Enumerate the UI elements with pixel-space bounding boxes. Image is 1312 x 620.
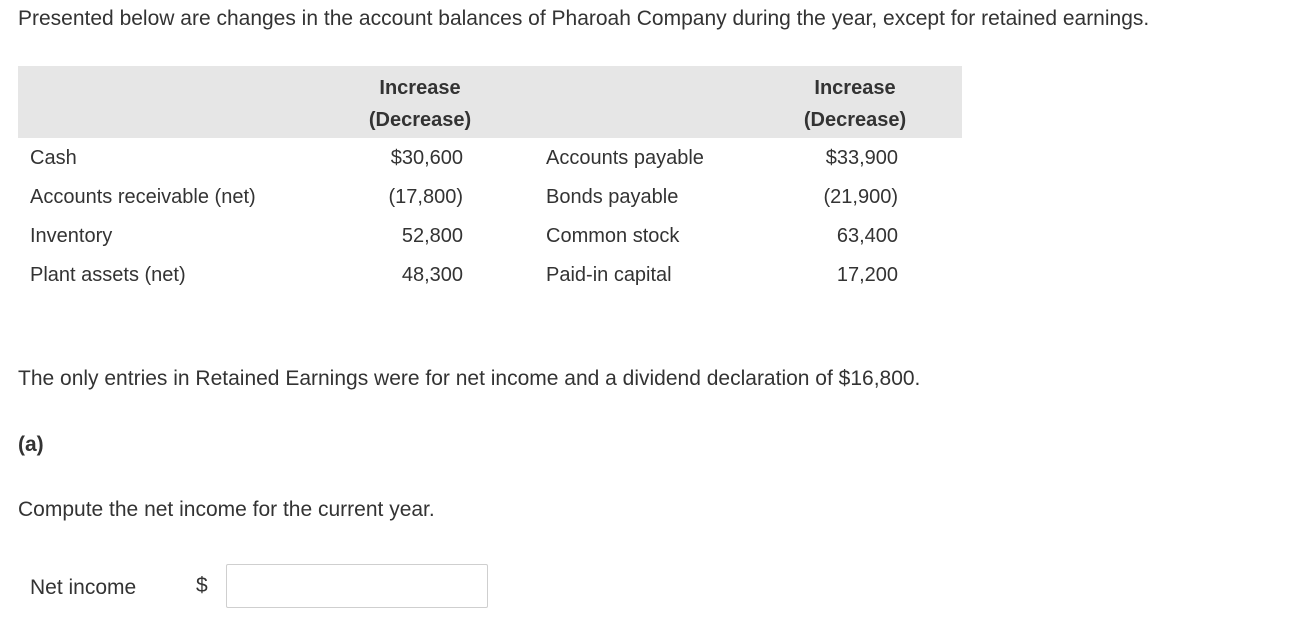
- row-label-paid-in-capital: Paid-in capital: [546, 264, 672, 286]
- header-right: [775, 72, 935, 136]
- table-row: [18, 138, 962, 177]
- table-row: [18, 216, 962, 255]
- table-header: [18, 66, 962, 138]
- table-row: [18, 177, 962, 216]
- row-label-accounts-receivable: Accounts receivable (net): [30, 186, 256, 208]
- row-value-bonds-payable: (21,900): [823, 186, 898, 208]
- currency-symbol: $: [196, 574, 208, 597]
- net-income-input[interactable]: [226, 564, 488, 608]
- row-label-accounts-payable: Accounts payable: [546, 147, 704, 169]
- row-value-paid-in-capital: 17,200: [836, 264, 898, 286]
- retained-earnings-note: The only entries in Retained Earnings were for net income and a dividend declaration of $16,800.: [18, 367, 921, 390]
- row-value-cash: $30,600: [390, 147, 463, 169]
- question-text: Compute the net income for the current year.: [18, 498, 435, 521]
- net-income-answer-row: [30, 564, 510, 612]
- row-label-plant-assets: Plant assets (net): [30, 264, 186, 286]
- header-right-line-2: (Decrease): [803, 109, 907, 131]
- row-label-cash: Cash: [30, 147, 77, 169]
- row-label-bonds-payable: Bonds payable: [546, 186, 679, 208]
- row-value-plant-assets: 48,300: [401, 264, 463, 286]
- problem-intro: Presented below are changes in the account balances of Pharoah Company during the year, except for retained earnings.: [18, 7, 1150, 30]
- part-label: (a): [18, 433, 44, 456]
- row-label-common-stock: Common stock: [546, 225, 680, 247]
- header-left-line-1: Increase: [379, 77, 461, 99]
- row-value-common-stock: 63,400: [836, 225, 898, 247]
- header-right-line-1: Increase: [814, 77, 896, 99]
- row-value-accounts-payable: $33,900: [825, 147, 898, 169]
- header-left-line-2: (Decrease): [368, 109, 472, 131]
- row-value-accounts-receivable: (17,800): [388, 186, 463, 208]
- header-left: [340, 72, 500, 136]
- row-label-inventory: Inventory: [30, 225, 113, 247]
- row-value-inventory: 52,800: [401, 225, 463, 247]
- net-income-label: Net income: [30, 576, 137, 599]
- table-row: [18, 255, 962, 294]
- account-balance-table: [18, 66, 962, 294]
